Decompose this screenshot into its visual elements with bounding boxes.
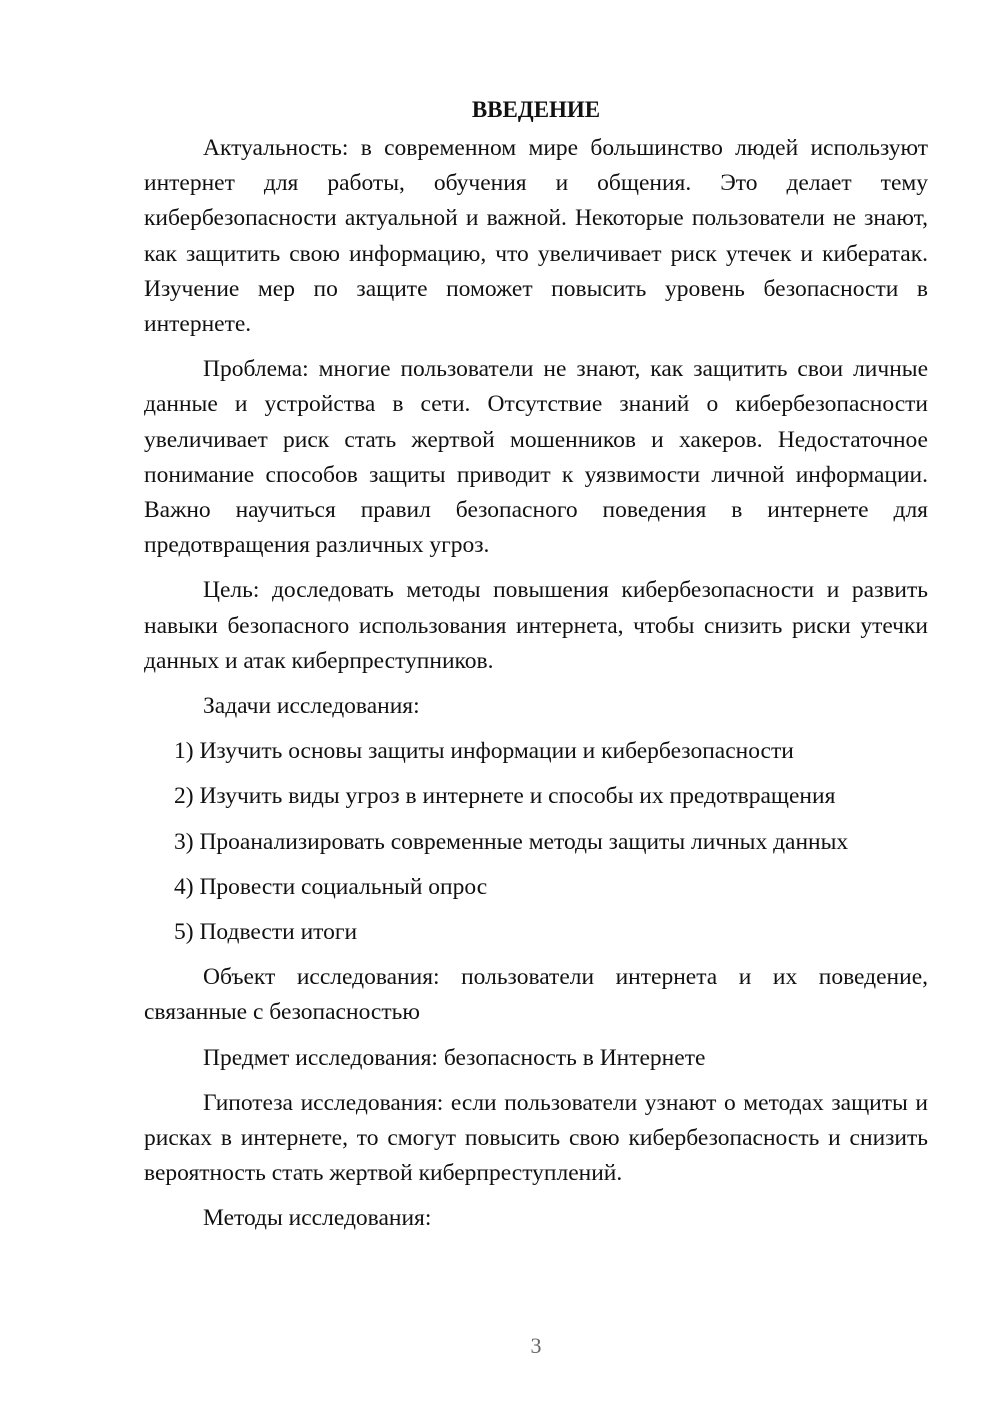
paragraph-goal: Цель: доследовать методы повышения кибербезопасности и развить навыки безопасного использования интернета, чтобы снизить риски утечки данных и атак киберпреступников. [144,577,928,674]
paragraph-methods-heading: Методы исследования: [203,1205,432,1232]
paragraph-object: Объект исследования: пользователи интернета и их поведение, связанные с безопасностью [144,964,928,1026]
paragraph-hypothesis: Гипотеза исследования: если пользователи узнают о методах защиты и рисках в интернете, то смогут повысить свою кибербезопасность и снизить вероятность стать жертвой киберпреступлений. [144,1089,928,1187]
paragraph-tasks-heading: Задачи исследования: [203,693,420,720]
list-item: 3) Проанализировать современные методы защиты личных данных [174,828,849,855]
document-page [144,92,928,1247]
section-title: ВВЕДЕНИЕ [471,97,601,122]
paragraph-relevance: Актуальность: в современном мире большинство людей используют интернет для работы, обучения и общения. Это делает тему кибербезопасности актуальной и важной. Некоторые пользователи не знают, как защитить свою информацию, что увеличивает риск утечек и кибератак. Изучение мер по защите поможет повысить уровень безопасности в интернете. [144,135,928,338]
list-item: 1) Изучить основы защиты информации и кибербезопасности [174,738,794,765]
paragraph-subject: Предмет исследования: безопасность в Интернете [203,1044,706,1071]
page-number: 3 [530,1333,542,1358]
paragraph-problem: Проблема: многие пользователи не знают, как защитить свои личные данные и устройства в сети. Отсутствие знаний о кибербезопасности увеличивает риск стать жертвой мошенников и хакеров. Недостаточное понимание способов защиты приводит к уязвимости личной информации. Важно научиться правил безопасного поведения в интернете для предотвращения различных угроз. [144,356,928,559]
list-item: 4) Провести социальный опрос [174,873,488,900]
task-list [144,734,928,950]
list-item: 5) Подвести итоги [174,919,358,946]
list-item: 2) Изучить виды угроз в интернете и способы их предотвращения [174,783,836,810]
